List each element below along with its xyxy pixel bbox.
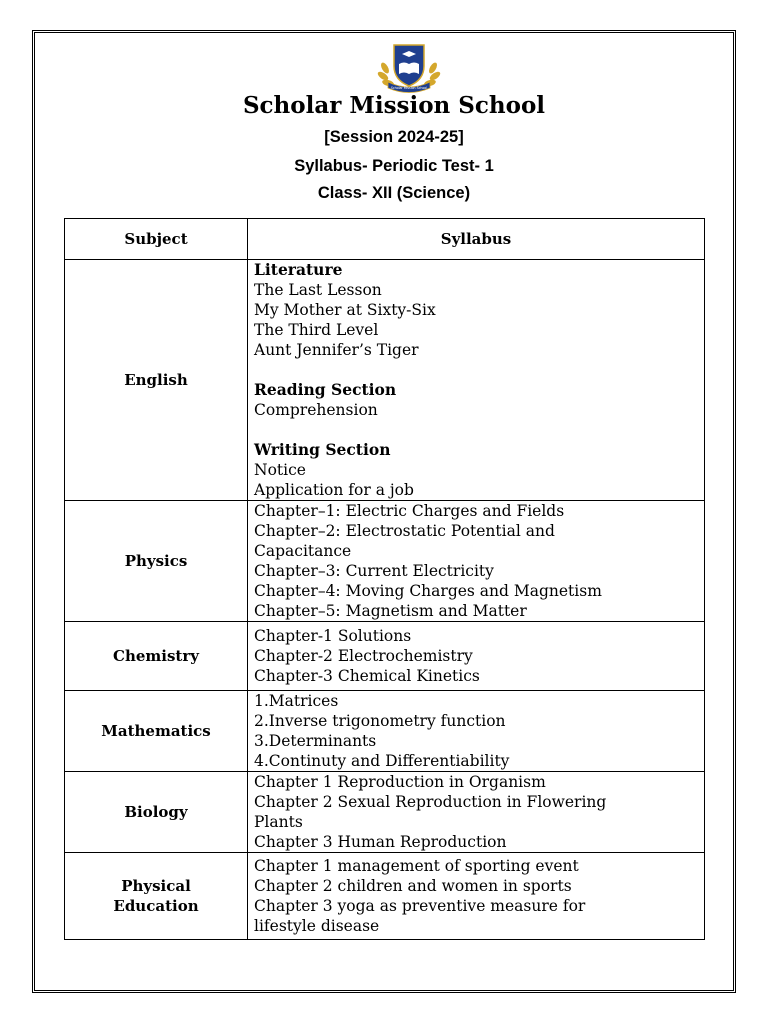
subject-physics: Physics — [65, 501, 248, 622]
list-item: The Third Level — [254, 321, 379, 339]
list-item: Chapter 1 Reproduction in Organism — [254, 773, 546, 791]
table-row-english — [65, 260, 705, 501]
list-item: The Last Lesson — [254, 281, 382, 299]
header-subject: Subject — [65, 219, 248, 260]
class-title: Class- XII (Science) — [317, 184, 471, 202]
table-row-biology — [65, 772, 705, 853]
list-item: Notice — [254, 461, 306, 479]
table-header-row — [65, 219, 705, 260]
table-row-physics — [65, 501, 705, 622]
list-item: Application for a job — [254, 481, 414, 499]
school-name: Scholar Mission School — [242, 92, 546, 119]
list-item: Plants — [254, 813, 303, 831]
syllabus-table — [64, 218, 705, 940]
subject-line: Physical — [121, 877, 191, 895]
session: [Session 2024-25] — [324, 128, 464, 146]
syllabus-physics — [248, 501, 705, 622]
list-item: Chapter-3 Chemical Kinetics — [254, 667, 480, 685]
list-item: lifestyle disease — [254, 917, 380, 935]
subject-biology: Biology — [65, 772, 248, 853]
list-item: Chapter-2 Electrochemistry — [254, 647, 473, 665]
table-row-chemistry — [65, 622, 705, 691]
list-item: Aunt Jennifer’s Tiger — [254, 341, 419, 359]
list-item: Chapter–1: Electric Charges and Fields — [254, 502, 565, 520]
table-row-mathematics — [65, 691, 705, 772]
list-item: Chapter 3 Human Reproduction — [254, 833, 507, 851]
list-item: Chapter-1 Solutions — [254, 627, 412, 645]
list-item: Capacitance — [254, 542, 352, 560]
list-item: Chapter–3: Current Electricity — [254, 562, 494, 580]
list-item: Comprehension — [254, 401, 378, 419]
list-item: My Mother at Sixty-Six — [254, 301, 436, 319]
syllabus-chemistry — [248, 622, 705, 691]
list-item: Chapter 2 Sexual Reproduction in Flowering — [254, 793, 607, 811]
syllabus-mathematics — [248, 691, 705, 772]
list-item: Chapter–4: Moving Charges and Magnetism — [254, 582, 602, 600]
list-item: Chapter–2: Electrostatic Potential and — [254, 522, 555, 540]
list-item: Chapter 3 yoga as preventive measure for — [254, 897, 586, 915]
spacer — [254, 360, 698, 380]
list-item: 3.Determinants — [254, 732, 377, 750]
list-item: Chapter 2 children and women in sports — [254, 877, 572, 895]
syllabus-english — [248, 260, 705, 501]
spacer — [254, 420, 698, 440]
list-item: 1.Matrices — [254, 692, 339, 710]
section-heading: Reading Section — [254, 380, 397, 399]
section-heading: Literature — [254, 260, 343, 279]
table-row-physical-education — [65, 853, 705, 940]
subject-physical-education — [65, 853, 248, 940]
subject-english: English — [65, 260, 248, 501]
logo-ribbon-text: Scholar Mission School — [390, 86, 428, 90]
school-crest-icon — [376, 42, 442, 94]
exam-title: Syllabus- Periodic Test- 1 — [294, 157, 494, 175]
subject-line: Education — [113, 897, 199, 915]
syllabus-biology — [248, 772, 705, 853]
section-heading: Writing Section — [254, 440, 391, 459]
subject-mathematics: Mathematics — [65, 691, 248, 772]
subject-chemistry: Chemistry — [65, 622, 248, 691]
list-item: Chapter–5: Magnetism and Matter — [254, 602, 527, 620]
header-syllabus: Syllabus — [248, 219, 705, 260]
list-item: 4.Continuty and Differentiability — [254, 752, 510, 770]
list-item: Chapter 1 management of sporting event — [254, 857, 579, 875]
syllabus-physical-education — [248, 853, 705, 940]
list-item: 2.Inverse trigonometry function — [254, 712, 506, 730]
